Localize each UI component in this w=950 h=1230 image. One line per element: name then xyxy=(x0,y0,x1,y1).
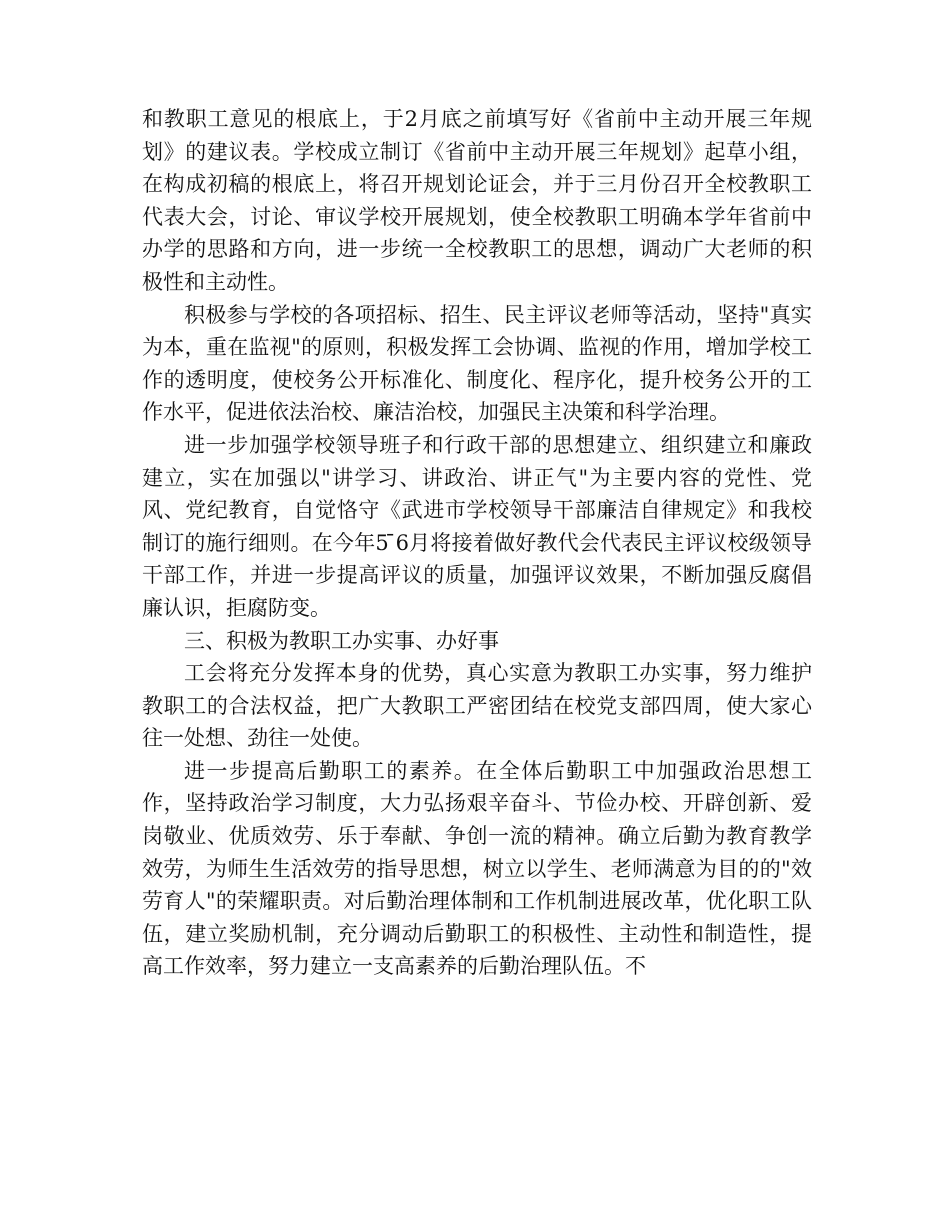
section-heading: 三、积极为教职工办实事、办好事 xyxy=(184,628,499,653)
paragraph-transparency: 积极参与学校的各项招标、招生、民主评议老师等活动，坚持"真实为本，重在监视"的原则，积极发挥工会协调、监视的作用，增加学校工作的透明度，使校务公开标准化、制度化、程序化，提升校务公开的工作水平，促进依法治校、廉洁治校，加强民主决策和科学治理。 xyxy=(142,302,812,425)
paragraph-continued: 和教职工意见的根底上，于2月底之前填写好《省前中主动开展三年规划》的建议表。学校成立制订《省前中主动开展三年规划》起草小组，在构成初稿的根底上，将召开规划论证会，并于三月份召开全校教职工代表大会，讨论、审议学校开展规划，使全校教职工明确本学年省前中办学的思路和方向，进一步统一全校教职工的思想，调动广大老师的积极性和主动性。 xyxy=(142,107,812,294)
paragraph-union: 工会将充分发挥本身的优势，真心实意为教职工办实事，努力维护教职工的合法权益，把广大教职工严密团结在校党支部四周，使大家心往一处想、劲往一处使。 xyxy=(142,661,812,751)
paragraph-leadership: 进一步加强学校领导班子和行政干部的思想建立、组织建立和廉政建立，实在加强以"讲学习、讲政治、讲正气"为主要内容的党性、党风、党纪教育，自觉恪守《武进市学校领导干部廉洁自律规定》和我校制订的施行细则。在今年5 ̄6月将接着做好教代会代表民主评议校级领导干部工作，并进一步提高评议的质量，加强评议效果，不断加强反腐倡廉认识，拒腐防变。 xyxy=(142,432,812,620)
document-page xyxy=(142,103,812,983)
paragraph-logistics: 进一步提高后勤职工的素养。在全体后勤职工中加强政治思想工作，坚持政治学习制度，大力弘扬艰辛奋斗、节俭办校、开辟创新、爱岗敬业、优质效劳、乐于奉献、争创一流的精神。确立后勤为教育教学效劳，为师生生活效劳的指导思想，树立以学生、老师满意为目的的"效劳育人"的荣耀职责。对后勤治理体制和工作机制进展改革，优化职工队伍，建立奖励机制，充分调动后勤职工的积极性、主动性和制造性，提高工作效率，努力建立一支高素养的后勤治理队伍。不 xyxy=(142,758,812,979)
